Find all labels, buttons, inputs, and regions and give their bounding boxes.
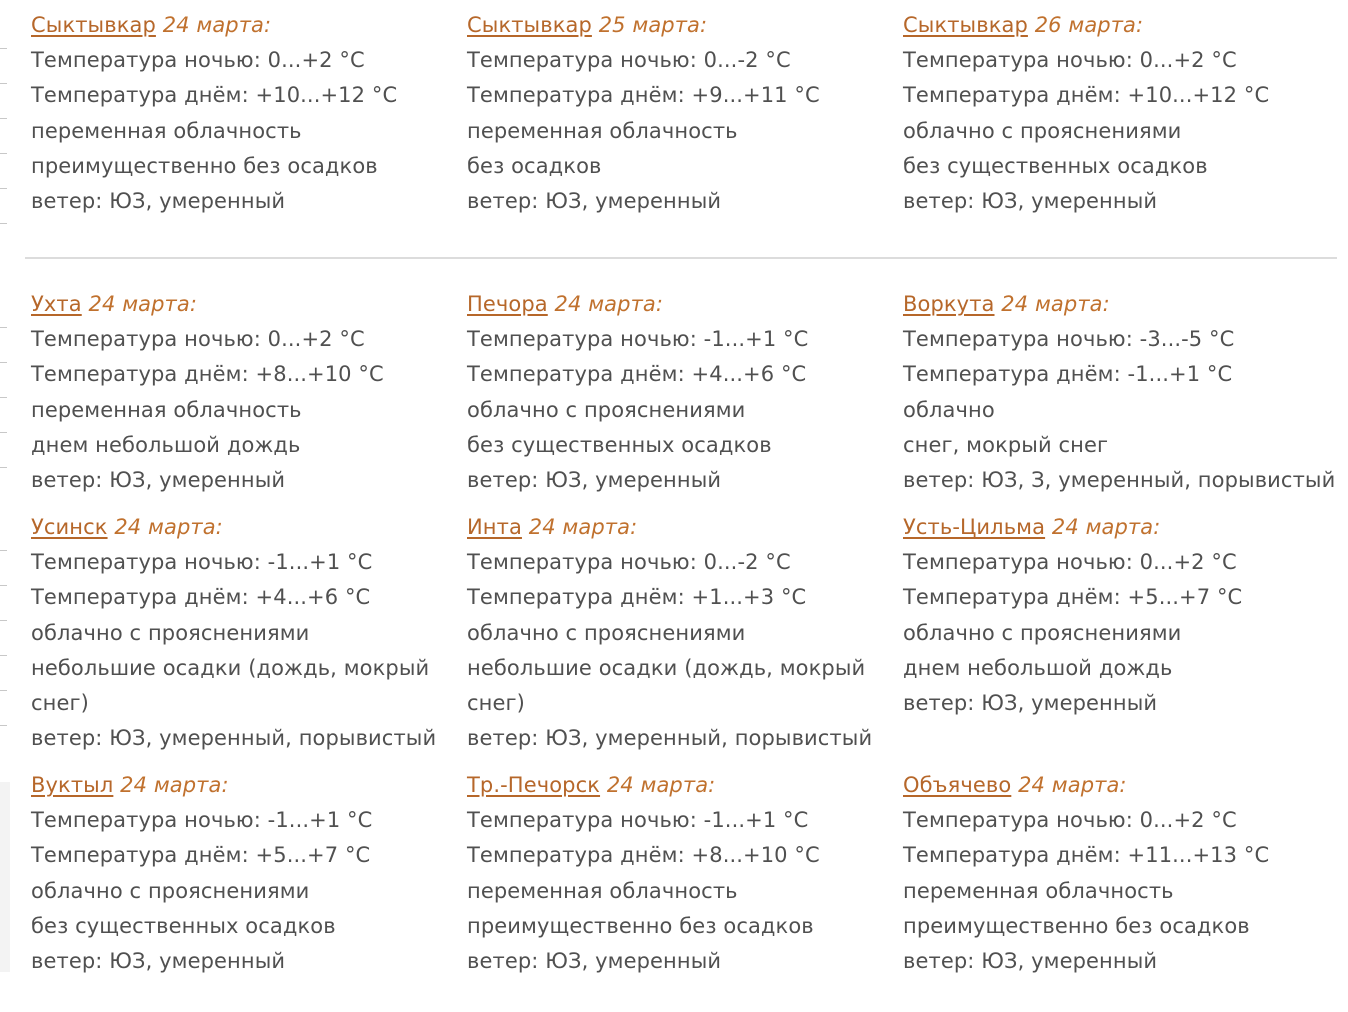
- day-temperature: Температура днём: +4...+6 °С: [467, 362, 807, 387]
- cloudiness: облачно с прояснениями: [903, 620, 1182, 645]
- section-divider: [25, 257, 1337, 259]
- day-temperature: Температура днём: +1...+3 °С: [467, 585, 807, 610]
- city-link[interactable]: Объячево: [903, 773, 1012, 797]
- forecast-date: 25 марта:: [598, 13, 708, 37]
- forecast-date: 24 марта:: [88, 292, 198, 316]
- forecast-date: 24 марта:: [528, 515, 638, 539]
- wind: ветер: ЮЗ, умеренный, порывистый: [467, 726, 873, 751]
- cloudiness: переменная облачность: [31, 397, 302, 422]
- forecast-card: [467, 510, 887, 756]
- cloudiness: переменная облачность: [31, 118, 302, 143]
- day-temperature: Температура днём: +8...+10 °С: [31, 362, 384, 387]
- night-temperature: Температура ночью: 0...-2 °С: [467, 550, 791, 575]
- wind: ветер: ЮЗ, З, умеренный, порывистый: [903, 468, 1336, 493]
- edge-tick: [0, 655, 7, 656]
- night-temperature: Температура ночью: 0...+2 °С: [31, 48, 365, 73]
- precipitation: преимущественно без осадков: [467, 913, 814, 938]
- edge-tick: [0, 467, 7, 468]
- edge-tick: [0, 550, 7, 551]
- forecast-date: 24 марта:: [120, 773, 229, 797]
- forecast-header: [903, 8, 1323, 43]
- precipitation: снег, мокрый снег: [903, 432, 1109, 457]
- edge-tick: [0, 397, 7, 398]
- city-link[interactable]: Сыктывкар: [903, 13, 1028, 37]
- cloudiness: переменная облачность: [467, 118, 738, 143]
- day-temperature: Температура днём: -1...+1 °С: [903, 362, 1233, 387]
- night-temperature: Температура ночью: -1...+1 °С: [31, 808, 373, 833]
- night-temperature: Температура ночью: -1...+1 °С: [467, 327, 809, 352]
- wind: ветер: ЮЗ, умеренный: [903, 691, 1158, 716]
- precipitation: небольшие осадки (дождь, мокрый снег): [467, 655, 866, 716]
- day-temperature: Температура днём: +4...+6 °С: [31, 585, 371, 610]
- city-link[interactable]: Сыктывкар: [467, 13, 592, 37]
- edge-tick: [0, 153, 7, 154]
- cloudiness: переменная облачность: [903, 878, 1174, 903]
- precipitation: небольшие осадки (дождь, мокрый снег): [31, 655, 430, 716]
- precipitation: днем небольшой дождь: [31, 432, 301, 457]
- night-temperature: Температура ночью: 0...+2 °С: [903, 808, 1237, 833]
- forecast-header: [31, 510, 451, 545]
- city-link[interactable]: Усть-Цильма: [903, 515, 1046, 539]
- cloudiness: облачно с прояснениями: [467, 620, 746, 645]
- city-link[interactable]: Вуктыл: [31, 773, 114, 797]
- night-temperature: Температура ночью: -1...+1 °С: [467, 808, 809, 833]
- forecast-header: [467, 8, 887, 43]
- day-temperature: Температура днём: +5...+7 °С: [903, 585, 1243, 610]
- forecast-card: [903, 768, 1323, 979]
- edge-tick: [0, 362, 7, 363]
- precipitation: без существенных осадков: [903, 153, 1208, 178]
- day-temperature: Температура днём: +10...+12 °С: [31, 83, 398, 108]
- edge-tick: [0, 690, 7, 691]
- wind: ветер: ЮЗ, умеренный: [467, 949, 722, 974]
- day-temperature: Температура днём: +5...+7 °С: [31, 843, 371, 868]
- cloudiness: облачно: [903, 397, 995, 422]
- edge-tick: [0, 432, 7, 433]
- forecast-date: 24 марта:: [1051, 515, 1161, 539]
- forecast-date: 24 марта:: [114, 515, 223, 539]
- precipitation: днем небольшой дождь: [903, 655, 1173, 680]
- precipitation: без осадков: [467, 153, 602, 178]
- forecast-card: [467, 287, 887, 498]
- day-temperature: Температура днём: +8...+10 °С: [467, 843, 820, 868]
- night-temperature: Температура ночью: -3...-5 °С: [903, 327, 1235, 352]
- edge-tick: [0, 48, 7, 49]
- forecast-card: [467, 768, 887, 979]
- city-link[interactable]: Усинск: [31, 515, 108, 539]
- forecast-card: [31, 287, 451, 498]
- forecast-date: 24 марта:: [162, 13, 272, 37]
- forecast-date: 24 марта:: [1001, 292, 1110, 316]
- precipitation: преимущественно без осадков: [903, 913, 1250, 938]
- forecast-date: 24 марта:: [554, 292, 664, 316]
- wind: ветер: ЮЗ, умеренный: [31, 949, 286, 974]
- forecast-card: [903, 8, 1323, 219]
- night-temperature: Температура ночью: 0...-2 °С: [467, 48, 791, 73]
- precipitation: без существенных осадков: [31, 913, 336, 938]
- cloudiness: облачно с прояснениями: [467, 397, 746, 422]
- forecast-header: [31, 287, 451, 322]
- edge-tick: [0, 118, 7, 119]
- edge-tick: [0, 188, 7, 189]
- forecast-date: 24 марта:: [1018, 773, 1127, 797]
- city-link[interactable]: Ухта: [31, 292, 82, 316]
- night-temperature: Температура ночью: 0...+2 °С: [903, 550, 1237, 575]
- cloudiness: облачно с прояснениями: [31, 878, 310, 903]
- edge-tick: [0, 223, 7, 224]
- wind: ветер: ЮЗ, умеренный: [903, 949, 1158, 974]
- wind: ветер: ЮЗ, умеренный: [31, 189, 286, 214]
- precipitation: без существенных осадков: [467, 432, 772, 457]
- edge-tick: [0, 620, 7, 621]
- forecast-card: [31, 768, 451, 979]
- left-scrollbar[interactable]: [0, 782, 10, 972]
- cloudiness: переменная облачность: [467, 878, 738, 903]
- forecast-header: [467, 510, 887, 545]
- forecast-header: [31, 768, 451, 803]
- city-link[interactable]: Печора: [467, 292, 548, 316]
- edge-tick: [0, 327, 7, 328]
- forecast-header: [903, 287, 1323, 322]
- night-temperature: Температура ночью: 0...+2 °С: [903, 48, 1237, 73]
- cloudiness: облачно с прояснениями: [903, 118, 1182, 143]
- wind: ветер: ЮЗ, умеренный, порывистый: [31, 726, 437, 751]
- forecast-card: [903, 510, 1323, 721]
- day-temperature: Температура днём: +10...+12 °С: [903, 83, 1270, 108]
- precipitation: преимущественно без осадков: [31, 153, 378, 178]
- wind: ветер: ЮЗ, умеренный: [903, 189, 1158, 214]
- forecast-card: [467, 8, 887, 219]
- edge-tick: [0, 585, 7, 586]
- wind: ветер: ЮЗ, умеренный: [467, 189, 722, 214]
- city-link[interactable]: Инта: [467, 515, 522, 539]
- night-temperature: Температура ночью: -1...+1 °С: [31, 550, 373, 575]
- cloudiness: облачно с прояснениями: [31, 620, 310, 645]
- forecast-card: [903, 287, 1336, 498]
- night-temperature: Температура ночью: 0...+2 °С: [31, 327, 365, 352]
- forecast-header: [903, 510, 1323, 545]
- city-link[interactable]: Воркута: [903, 292, 995, 316]
- forecast-header: [467, 287, 887, 322]
- forecast-card: [31, 510, 451, 756]
- edge-tick: [0, 83, 7, 84]
- day-temperature: Температура днём: +11...+13 °С: [903, 843, 1270, 868]
- forecast-date: 26 марта:: [1034, 13, 1144, 37]
- forecast-header: [903, 768, 1323, 803]
- city-link[interactable]: Сыктывкар: [31, 13, 156, 37]
- day-temperature: Температура днём: +9...+11 °С: [467, 83, 820, 108]
- wind: ветер: ЮЗ, умеренный: [31, 468, 286, 493]
- wind: ветер: ЮЗ, умеренный: [467, 468, 722, 493]
- city-link[interactable]: Тр.-Печорск: [467, 773, 601, 797]
- forecast-card: [31, 8, 451, 219]
- forecast-header: [31, 8, 451, 43]
- forecast-header: [467, 768, 887, 803]
- edge-tick: [0, 725, 7, 726]
- forecast-date: 24 марта:: [606, 773, 716, 797]
